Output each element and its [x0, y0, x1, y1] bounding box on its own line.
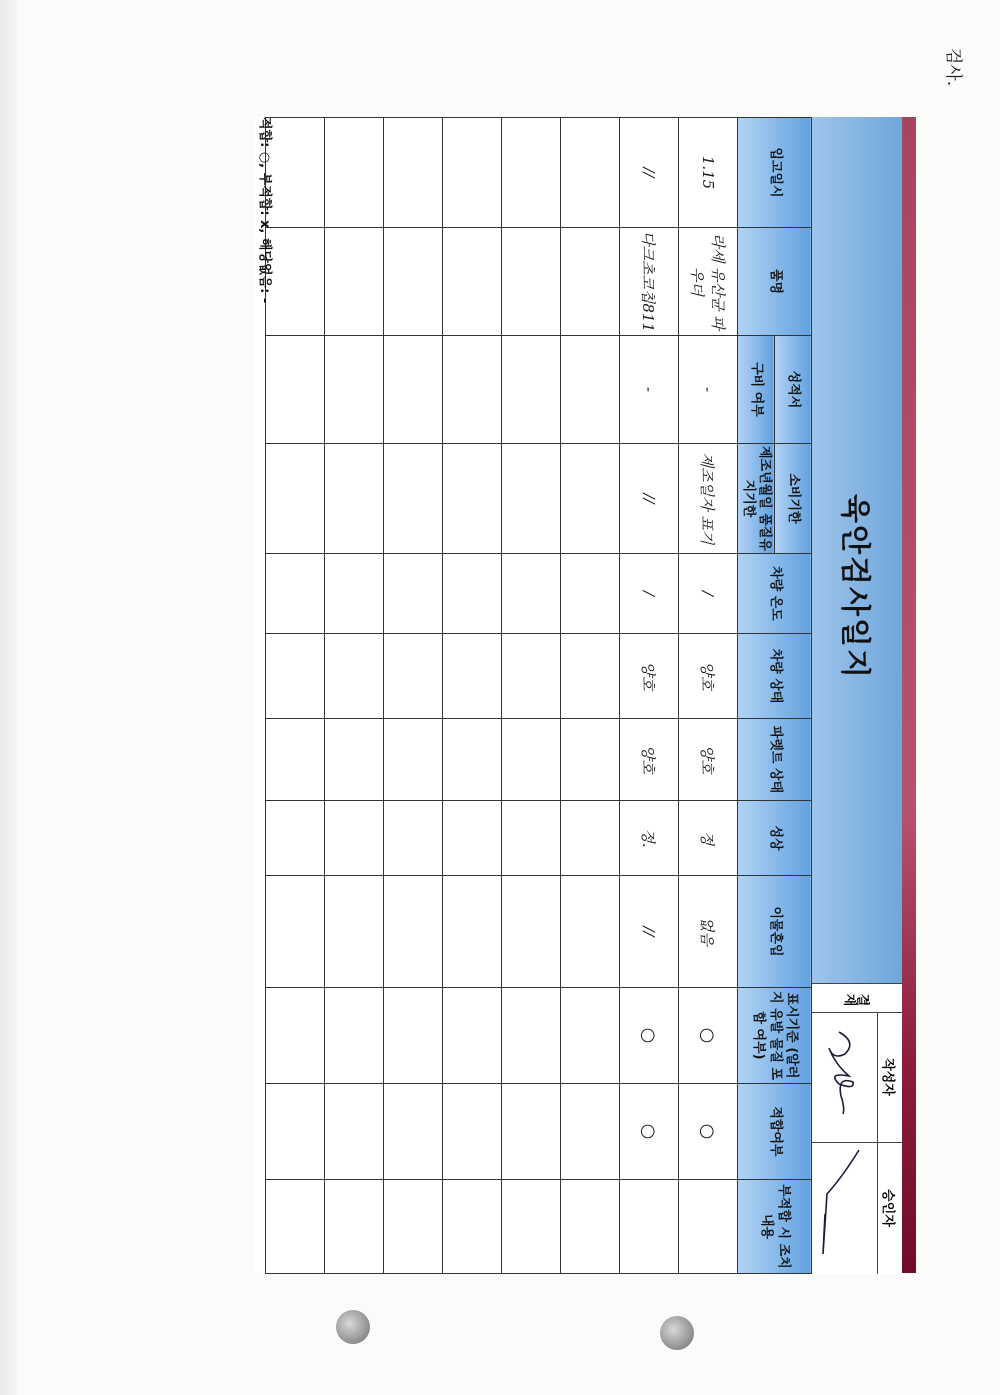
cell-action	[679, 1180, 738, 1274]
cell-vehicle-state: 양호	[620, 634, 679, 719]
approval-label: 결재	[812, 984, 902, 1013]
title-band	[811, 117, 902, 1273]
header-expiry-group: 소비기한	[775, 444, 812, 554]
cell-receipt-time	[502, 118, 561, 228]
cell-expiry	[561, 444, 620, 554]
cell-product	[443, 228, 502, 336]
cell-foreign-matter	[384, 876, 443, 988]
cell-label-standard	[443, 988, 502, 1084]
table-row	[502, 118, 561, 1274]
cell-foreign-matter	[325, 876, 384, 988]
cell-product	[561, 228, 620, 336]
cell-vehicle-state: 양호	[679, 634, 738, 719]
cell-pallet-state: 양호	[679, 719, 738, 801]
cell-label-standard: ○	[620, 988, 679, 1084]
cell-certificate	[502, 336, 561, 444]
cell-conformity: ○	[620, 1084, 679, 1180]
cell-vehicle-state	[384, 634, 443, 719]
header-sensory: 성상	[738, 801, 812, 876]
cell-receipt-time	[325, 118, 384, 228]
cell-sensory	[502, 801, 561, 876]
inspection-log-form	[254, 117, 916, 1273]
approver-signature	[811, 1142, 877, 1274]
top-color-band	[902, 117, 916, 1273]
legend: 적합: ○, 부적합: x, 해당없음: -	[257, 117, 272, 304]
cell-certificate: -	[620, 336, 679, 444]
header-expiry-sub: 제조년월일 품질유지기한	[738, 444, 775, 554]
cell-certificate	[325, 336, 384, 444]
cell-sensory	[384, 801, 443, 876]
approval-writer-column	[812, 1012, 902, 1143]
header-certificate-group: 성적서	[775, 336, 812, 444]
cell-action	[443, 1180, 502, 1274]
cell-sensory: 정	[679, 801, 738, 876]
header-product: 품명	[738, 228, 812, 336]
cell-sensory	[561, 801, 620, 876]
header-receipt-time: 입고일시	[738, 118, 812, 228]
cell-vehicle-temp	[443, 554, 502, 634]
cell-foreign-matter	[443, 876, 502, 988]
corner-handwritten-note: 검사.	[943, 47, 964, 87]
cell-certificate	[561, 336, 620, 444]
cell-action	[620, 1180, 679, 1274]
cell-expiry	[443, 444, 502, 554]
table-row	[620, 118, 679, 1274]
cell-conformity	[561, 1084, 620, 1180]
cell-sensory	[325, 801, 384, 876]
header-vehicle-state: 차량 상태	[738, 634, 812, 719]
cell-certificate	[384, 336, 443, 444]
cell-foreign-matter: //	[620, 876, 679, 988]
cell-receipt-time: 1.15	[679, 118, 738, 228]
cell-expiry	[384, 444, 443, 554]
cell-certificate: -	[679, 336, 738, 444]
cell-sensory: 정.	[620, 801, 679, 876]
cell-label-standard	[325, 988, 384, 1084]
inspection-table-body	[266, 118, 738, 1274]
cell-foreign-matter	[561, 876, 620, 988]
cell-label-standard	[561, 988, 620, 1084]
cell-product: 라세 유산균 파우더	[679, 228, 738, 336]
cell-pallet-state	[502, 719, 561, 801]
cell-label-standard	[384, 988, 443, 1084]
cell-expiry: 제조일자 표기	[679, 444, 738, 554]
table-row	[384, 118, 443, 1274]
cell-vehicle-state	[561, 634, 620, 719]
cell-vehicle-temp	[502, 554, 561, 634]
cell-sensory	[443, 801, 502, 876]
table-row	[561, 118, 620, 1274]
cell-action	[325, 1180, 384, 1274]
cell-expiry	[325, 444, 384, 554]
cell-label-standard	[502, 988, 561, 1084]
header-pallet-state: 파렛트 상태	[738, 719, 812, 801]
cell-product	[502, 228, 561, 336]
table-row	[325, 118, 384, 1274]
writer-signature	[811, 1012, 877, 1142]
cell-conformity	[502, 1084, 561, 1180]
cell-pallet-state	[443, 719, 502, 801]
header-vehicle-temp: 차량 온도	[738, 554, 812, 634]
cell-foreign-matter: 없음	[679, 876, 738, 988]
approval-writer-header: 작성자	[877, 1012, 902, 1142]
cell-receipt-time	[561, 118, 620, 228]
header-certificate-sub: 구비 여부	[738, 336, 775, 444]
cell-product	[384, 228, 443, 336]
cell-certificate	[443, 336, 502, 444]
table-row	[679, 118, 738, 1274]
cell-action	[384, 1180, 443, 1274]
punch-hole	[336, 1310, 370, 1344]
cell-vehicle-temp	[325, 554, 384, 634]
approval-approver-header: 승인자	[877, 1142, 902, 1274]
cell-receipt-time: //	[620, 118, 679, 228]
table-row	[443, 118, 502, 1274]
cell-receipt-time	[384, 118, 443, 228]
cell-product: 다크초코칩811	[620, 228, 679, 336]
punch-hole	[660, 1316, 694, 1350]
page-title: 육안검사일지	[837, 494, 872, 680]
approval-box	[812, 983, 902, 1274]
page-edge	[0, 0, 18, 1395]
cell-pallet-state: 양호	[620, 719, 679, 801]
cell-foreign-matter	[502, 876, 561, 988]
cell-label-standard: ○	[679, 988, 738, 1084]
cell-conformity: ○	[679, 1084, 738, 1180]
cell-vehicle-temp: /	[679, 554, 738, 634]
cell-vehicle-temp: /	[620, 554, 679, 634]
cell-vehicle-state	[443, 634, 502, 719]
cell-conformity	[384, 1084, 443, 1180]
inspection-table	[265, 117, 812, 1274]
cell-action	[502, 1180, 561, 1274]
cell-vehicle-temp	[561, 554, 620, 634]
cell-pallet-state	[325, 719, 384, 801]
approval-approver-column	[812, 1142, 902, 1274]
header-foreign-matter: 이물혼입	[738, 876, 812, 988]
cell-vehicle-state	[502, 634, 561, 719]
cell-action	[561, 1180, 620, 1274]
cell-pallet-state	[561, 719, 620, 801]
cell-product	[325, 228, 384, 336]
cell-expiry	[502, 444, 561, 554]
cell-vehicle-state	[325, 634, 384, 719]
cell-pallet-state	[384, 719, 443, 801]
cell-vehicle-temp	[384, 554, 443, 634]
header-conformity: 적합여부	[738, 1084, 812, 1180]
header-label-standard: 표시기준 (알러지 유발 물질 포함 여부)	[738, 988, 812, 1084]
cell-expiry: //	[620, 444, 679, 554]
cell-receipt-time	[443, 118, 502, 228]
header-action: 부적합 시 조치 내용	[738, 1180, 812, 1274]
cell-conformity	[325, 1084, 384, 1180]
cell-conformity	[443, 1084, 502, 1180]
